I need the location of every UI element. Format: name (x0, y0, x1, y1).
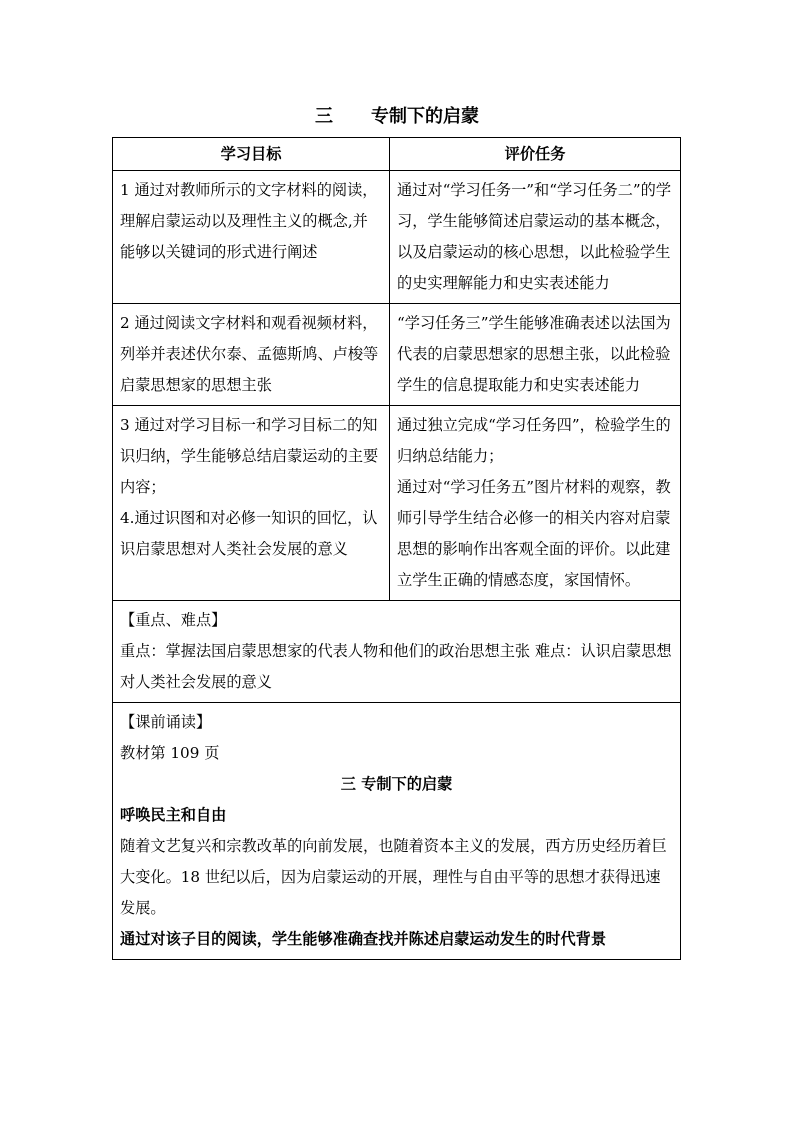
objective-cell (113, 171, 390, 304)
table-row (113, 406, 681, 601)
objective-text: 2 通过阅读文字材料和观看视频材料，列举并表述伏尔泰、孟德斯鸠、卢梭等启蒙思想家的思想主张 (120, 314, 379, 394)
objective-text: 3 通过对学习目标一和学习目标二的知识归纳，学生能够总结启蒙运动的主要内容； (120, 416, 379, 496)
reading-source: 教材第 109 页 (120, 744, 220, 762)
reading-subheading: 呼唤民主和自由 (120, 806, 227, 824)
task-cell (390, 304, 681, 406)
task-cell (390, 406, 681, 601)
key-points-row (113, 601, 681, 703)
task-text: “学习任务三”学生能够准确表述以法国为代表的启蒙思想家的思想主张，以此检验学生的信息提取能力和史实表述能力 (397, 314, 671, 394)
task-text: 通过对“学习任务一”和“学习任务二”的学习，学生能够简述启蒙运动的基本概念，以及启蒙运动的核心思想，以此检验学生的史实理解能力和史实表述能力 (397, 181, 672, 292)
page-title (0, 104, 794, 130)
title-number: 三 (315, 106, 333, 127)
reading-paragraph: 随着文艺复兴和宗教改革的向前发展，也随着资本主义的发展，西方历史经历着巨大变化。18 世纪以后，因为启蒙运动的开展，理性与自由平等的思想才获得迅速发展。 (120, 837, 667, 917)
reading-conclusion: 通过对该子目的阅读，学生能够准确查找并陈述启蒙运动发生的时代背景 (120, 930, 606, 948)
header-objectives: 学习目标 (113, 138, 390, 171)
objective-text: 4.通过识图和对必修一知识的回忆，认识启蒙思想对人类社会发展的意义 (120, 509, 378, 558)
task-text: 通过对“学习任务五”图片材料的观察，教师引导学生结合必修一的相关内容对启蒙思想的影响作出客观全面的评价。以此建立学生正确的情感态度，家国情怀。 (397, 478, 671, 589)
header-evaluation-tasks: 评价任务 (390, 138, 681, 171)
task-text: 通过独立完成“学习任务四”，检验学生的归纳总结能力； (397, 416, 671, 465)
key-points-cell (113, 601, 681, 703)
objective-text: 1 通过对教师所示的文字材料的阅读，理解启蒙运动以及理性主义的概念,并能够以关键词的形式进行阐述 (120, 181, 378, 261)
reading-heading: 【课前诵读】 (120, 713, 212, 731)
lesson-plan-table (112, 137, 681, 960)
objective-cell (113, 406, 390, 601)
table-row (113, 304, 681, 406)
key-points-heading: 【重点、难点】 (120, 611, 227, 629)
task-cell (390, 171, 681, 304)
reading-cell (113, 703, 681, 960)
key-points-text: 重点：掌握法国启蒙思想家的代表人物和他们的政治思想主张 难点：认识启蒙思想对人类社会发展的意义 (120, 642, 672, 691)
reading-row (113, 703, 681, 960)
objective-cell (113, 304, 390, 406)
title-text: 专制下的启蒙 (371, 106, 479, 127)
table-row (113, 171, 681, 304)
table-header-row (113, 138, 681, 171)
reading-section-title: 三 专制下的启蒙 (340, 775, 453, 793)
